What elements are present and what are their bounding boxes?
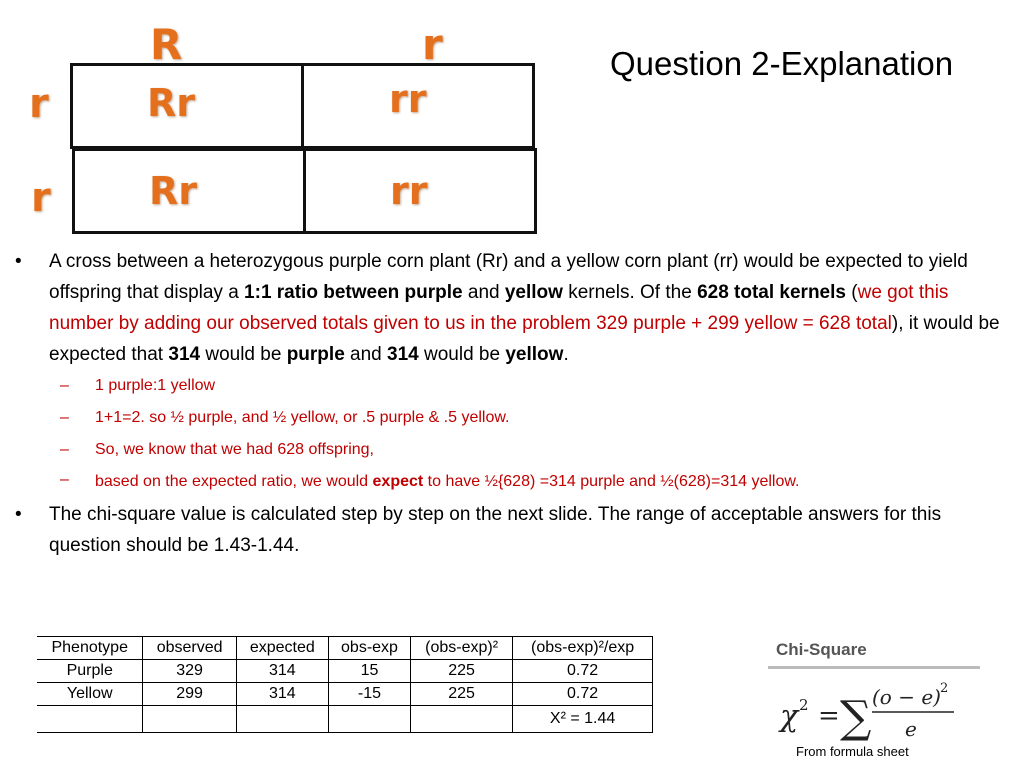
formula-sigma: ∑: [840, 692, 872, 743]
table-cell: [236, 706, 328, 733]
column-allele-2: r: [422, 20, 443, 69]
table-row: [37, 683, 653, 706]
chi-square-total: X² = 1.44: [513, 706, 653, 733]
table-cell: [411, 706, 513, 733]
formula-divider: [768, 666, 980, 669]
table-cell: 225: [411, 683, 513, 706]
table-cell: 225: [411, 660, 513, 683]
chi-square-formula-panel: [768, 634, 980, 754]
table-cell: 299: [143, 683, 236, 706]
table-total-row: [37, 706, 653, 733]
subpoint-offspring: – So, we know that we had 628 offspring,: [14, 434, 1004, 466]
formula-caption: From formula sheet: [796, 744, 909, 759]
chi-square-table: [37, 636, 653, 733]
table-cell: 314: [236, 660, 328, 683]
header-obs-exp-squared-over-exp: (obs-exp)²/exp: [513, 637, 653, 660]
formula-superscript: 2: [799, 696, 809, 714]
formula-denominator: e: [905, 717, 917, 741]
table-cell: 329: [143, 660, 236, 683]
slide-body: [14, 246, 1004, 561]
formula-equals: =: [818, 701, 840, 731]
chi-square-formula: [772, 674, 972, 750]
formula-heading: Chi-Square: [776, 640, 867, 659]
genotype-2-1: Rr: [149, 169, 198, 213]
header-obs-exp-squared: (obs-exp)²: [411, 637, 513, 660]
header-obs-exp: obs-exp: [328, 637, 410, 660]
table-cell: [328, 706, 410, 733]
header-expected: expected: [236, 637, 328, 660]
row-allele-1: r: [29, 81, 49, 127]
row-allele-2: r: [31, 175, 51, 221]
formula-numerator: (o − e): [872, 685, 941, 709]
formula-chi: χ: [780, 699, 799, 734]
table-row: [37, 660, 653, 683]
bullet-cross-explanation: • A cross between a heterozygous purple corn plant (Rr) and a yellow corn plant (rr) would be expected to yield offspring that display a 1:1 ratio between purple and yellow kernels. Of the 628 total kernels (we got this number by adding our observed totals given to us in the problem 329 purple + 299 yellow = 628 total), it would be expected that 314 would be purple and 314 would be yellow.: [14, 246, 1004, 370]
table-cell: [143, 706, 236, 733]
subpoint-halves: – 1+1=2. so ½ purple, and ½ yellow, or .5 purple & .5 yellow.: [14, 402, 1004, 434]
table-cell: Purple: [37, 660, 143, 683]
table-cell: Yellow: [37, 683, 143, 706]
table-cell: -15: [328, 683, 410, 706]
table-cell: 0.72: [513, 683, 653, 706]
table-header-row: [37, 637, 653, 660]
header-observed: observed: [143, 637, 236, 660]
bullet-chi-square-range: • The chi-square value is calculated step by step on the next slide. The range of acceptable answers for this question should be 1.43-1.44.: [14, 499, 1004, 561]
table-cell: [37, 706, 143, 733]
subpoint-ratio: – 1 purple:1 yellow: [14, 370, 1004, 402]
formula-numerator-exponent: 2: [940, 681, 949, 696]
genotype-1-1: Rr: [147, 81, 196, 125]
header-phenotype: Phenotype: [37, 637, 143, 660]
subpoint-expected: – based on the expected ratio, we would expect to have ½{628) =314 purple and ½(628)=314 yellow.: [14, 466, 1004, 495]
table-cell: 15: [328, 660, 410, 683]
table-cell: 314: [236, 683, 328, 706]
table-cell: 0.72: [513, 660, 653, 683]
genotype-2-2: rr: [390, 169, 428, 213]
genotype-1-2: rr: [389, 77, 427, 121]
red-note: we got this number by adding our observed totals given to us in the problem 329 purple + 299 yellow = 628 total: [49, 282, 949, 334]
column-allele-1: R: [150, 20, 183, 69]
slide-title: Question 2-Explanation: [610, 45, 954, 82]
